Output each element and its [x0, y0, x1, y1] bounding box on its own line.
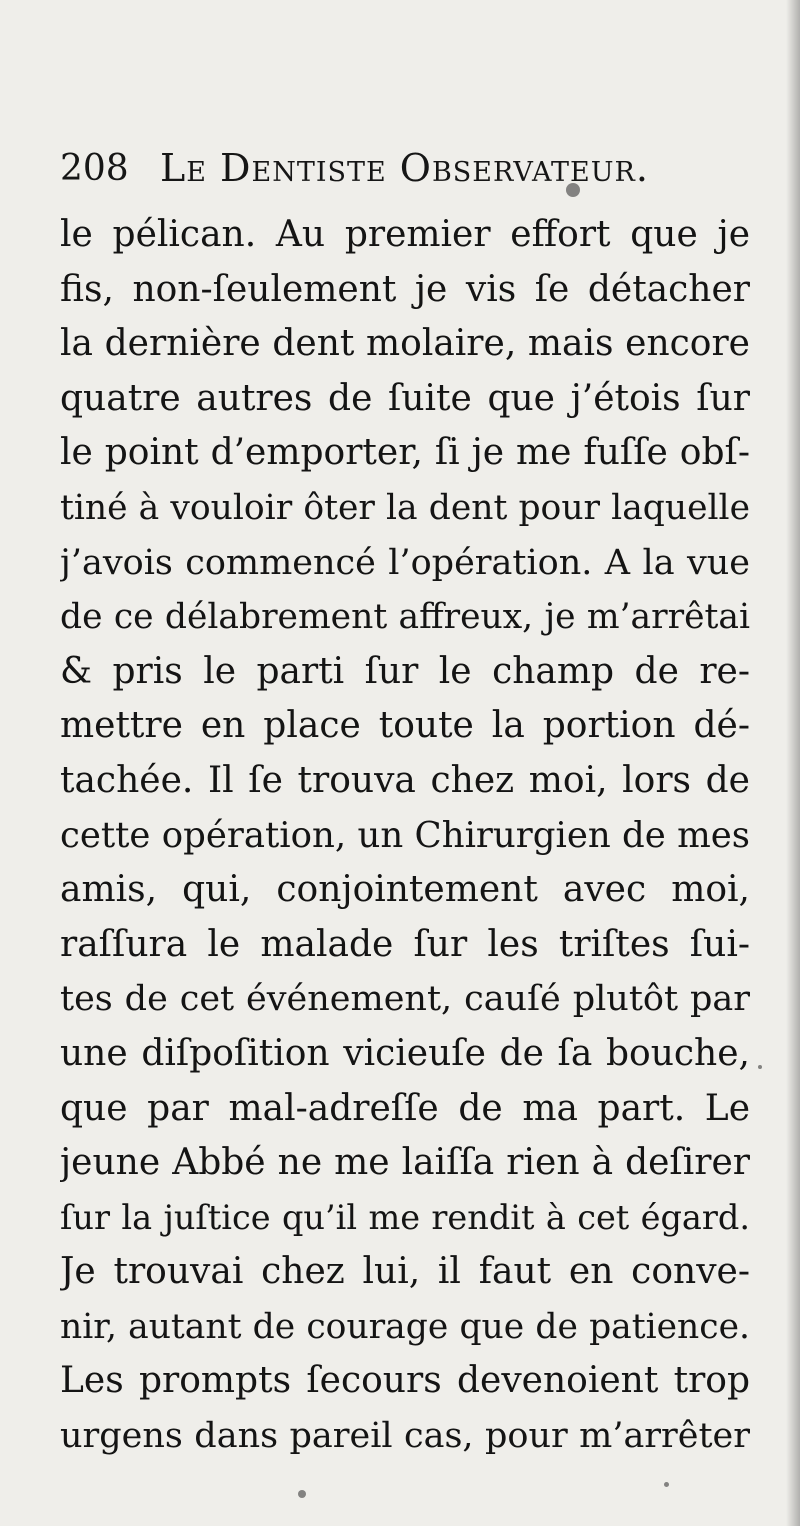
text-line: nir, autant de courage que de patience. — [60, 1306, 750, 1347]
text-line: fis, non-ſeulement je vis ſe détacher — [60, 268, 750, 310]
text-line: tiné à vouloir ôter la dent pour laquelle — [60, 487, 750, 528]
ink-speck — [758, 1065, 762, 1069]
page-number: 208 — [60, 148, 129, 189]
text-line: j’avois commencé l’opération. A la vue — [60, 542, 750, 583]
running-title: Le Dentiste Observateur. — [160, 146, 649, 190]
text-line: une diſpoſition vicieuſe de ſa bouche, — [60, 1032, 750, 1074]
text-line: mettre en place toute la portion dé- — [60, 705, 750, 747]
text-line: urgens dans pareil cas, pour m’arrêter — [60, 1416, 750, 1457]
text-line: ſur la juſtice qu’il me rendit à cet égard. — [60, 1197, 750, 1237]
text-line: le point d’emporter, ſi je me fuſſe obſ- — [60, 432, 750, 474]
text-line: amis, qui, conjointement avec moi, — [60, 869, 750, 911]
text-line: & pris le parti ſur le champ de re- — [60, 650, 750, 692]
text-line: que par mal-adreſſe de ma part. Le — [60, 1087, 750, 1129]
text-line: Je trouvai chez lui, il faut en conve- — [60, 1251, 750, 1293]
text-line: tachée. Il ſe trouva chez moi, lors de — [60, 759, 750, 801]
page-edge-shadow — [786, 0, 800, 1526]
text-line: de ce délabrement affreux, je m’arrêtai — [60, 597, 750, 638]
ink-speck — [664, 1482, 669, 1487]
page-header — [60, 146, 750, 198]
text-line: cette opération, un Chirurgien de mes — [60, 814, 750, 856]
text-line: quatre autres de ſuite que j’étois ſur — [60, 377, 750, 419]
ink-speck — [298, 1490, 306, 1498]
text-line: raſſura le malade ſur les triſtes ſui- — [60, 923, 750, 965]
text-line: jeune Abbé ne me laiſſa rien à deſirer — [60, 1142, 750, 1184]
text-line: le pélican. Au premier effort que je — [60, 214, 750, 255]
text-line: Les prompts ſecours devenoient trop — [60, 1360, 750, 1402]
text-line: la dernière dent molaire, mais encore — [60, 323, 750, 365]
body-text — [60, 208, 750, 1464]
text-line: tes de cet événement, cauſé plutôt par — [60, 979, 750, 1020]
